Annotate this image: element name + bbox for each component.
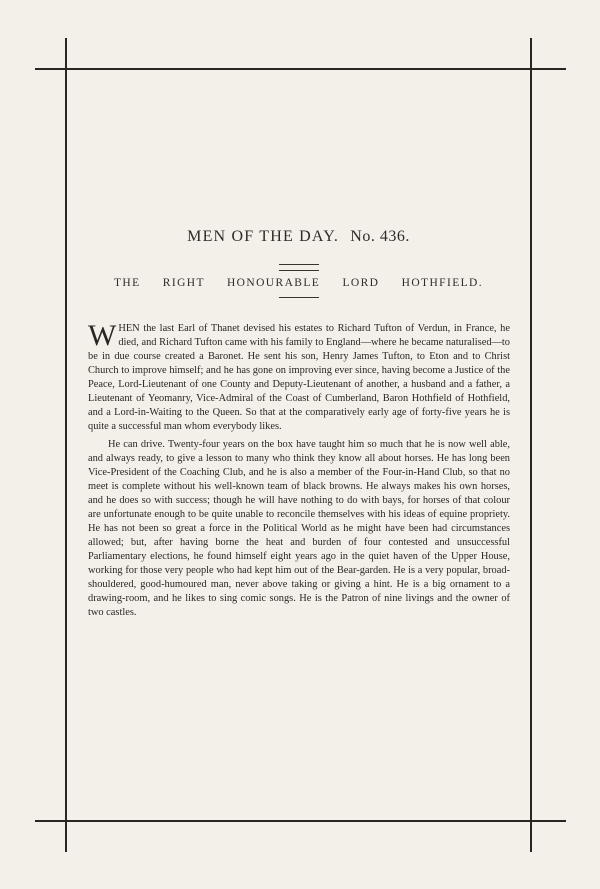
paragraph-2: He can drive. Twenty-four years on the box have taught him so much that he is now well able, and always ready, to give a lesson to many who think they know all about horses. He has long been Vice-President of the Coaching Club, and he is also a member of the Four-in-Hand Club, so that no meet is complete without his well-known team of black browns. He always makes his own horses, and he does so with success; though he will have nothing to do with bays, for horses of that colour are unfortunate enough to be quite unable to reconcile themselves with his ideas of equine propriety. He has not been so great a force in the Political World as he might have been had circumstances allowed; but, after having borne the heat and burden of four contested and unsuccessful Parliamentary elections, he found himself eight years ago in the quiet haven of the Upper House, working for those very people who had kept him out of the Bear-garden. He is a very popular, broad-shouldered, good-humoured man, never above taking or giving a hint. He is a big ornament to a drawing-room, and he likes to sing comic songs. He is the Patron of nine livings and the owner of two castles.: [88, 439, 510, 618]
title-ornament-rule: [279, 264, 319, 271]
page-title: [67, 228, 530, 246]
article-body: [88, 319, 510, 620]
top-frame-rule: [35, 68, 566, 70]
subtitle: THE RIGHT HONOURABLE LORD HOTHFIELD.: [113, 277, 484, 289]
drop-cap: W: [88, 319, 117, 352]
paragraph-1: [88, 319, 510, 434]
subtitle-underline-rule: [279, 297, 319, 298]
left-frame-rule: [65, 38, 67, 852]
title-text: MEN OF THE DAY.: [187, 228, 340, 245]
issue-number: No. 436.: [350, 228, 410, 245]
bottom-frame-rule: [35, 820, 566, 822]
paragraph-1-text: HEN the last Earl of Thanet devised his estates to Richard Tufton of Verdun, in France, he died, and Richard Tufton came with his family to England—where he became naturalised—to be in due course created a Baronet. He sent his son, Henry James Tufton, to Eton and to Christ Church to improve himself; and he has gone on improving ever since, having become a Justice of the Peace, Lord-Lieutenant of one County and Deputy-Lieutenant of another, a husband and a father, a Lieutenant of Yeomanry, Vice-Admiral of the Coast of Cumberland, Baron Hothfield of Hothfield, and a Lord-in-Waiting to the Queen. So that at the comparatively early age of forty-five years he is quite a successful man whom everybody likes.: [88, 323, 510, 432]
right-frame-rule: [530, 38, 532, 852]
